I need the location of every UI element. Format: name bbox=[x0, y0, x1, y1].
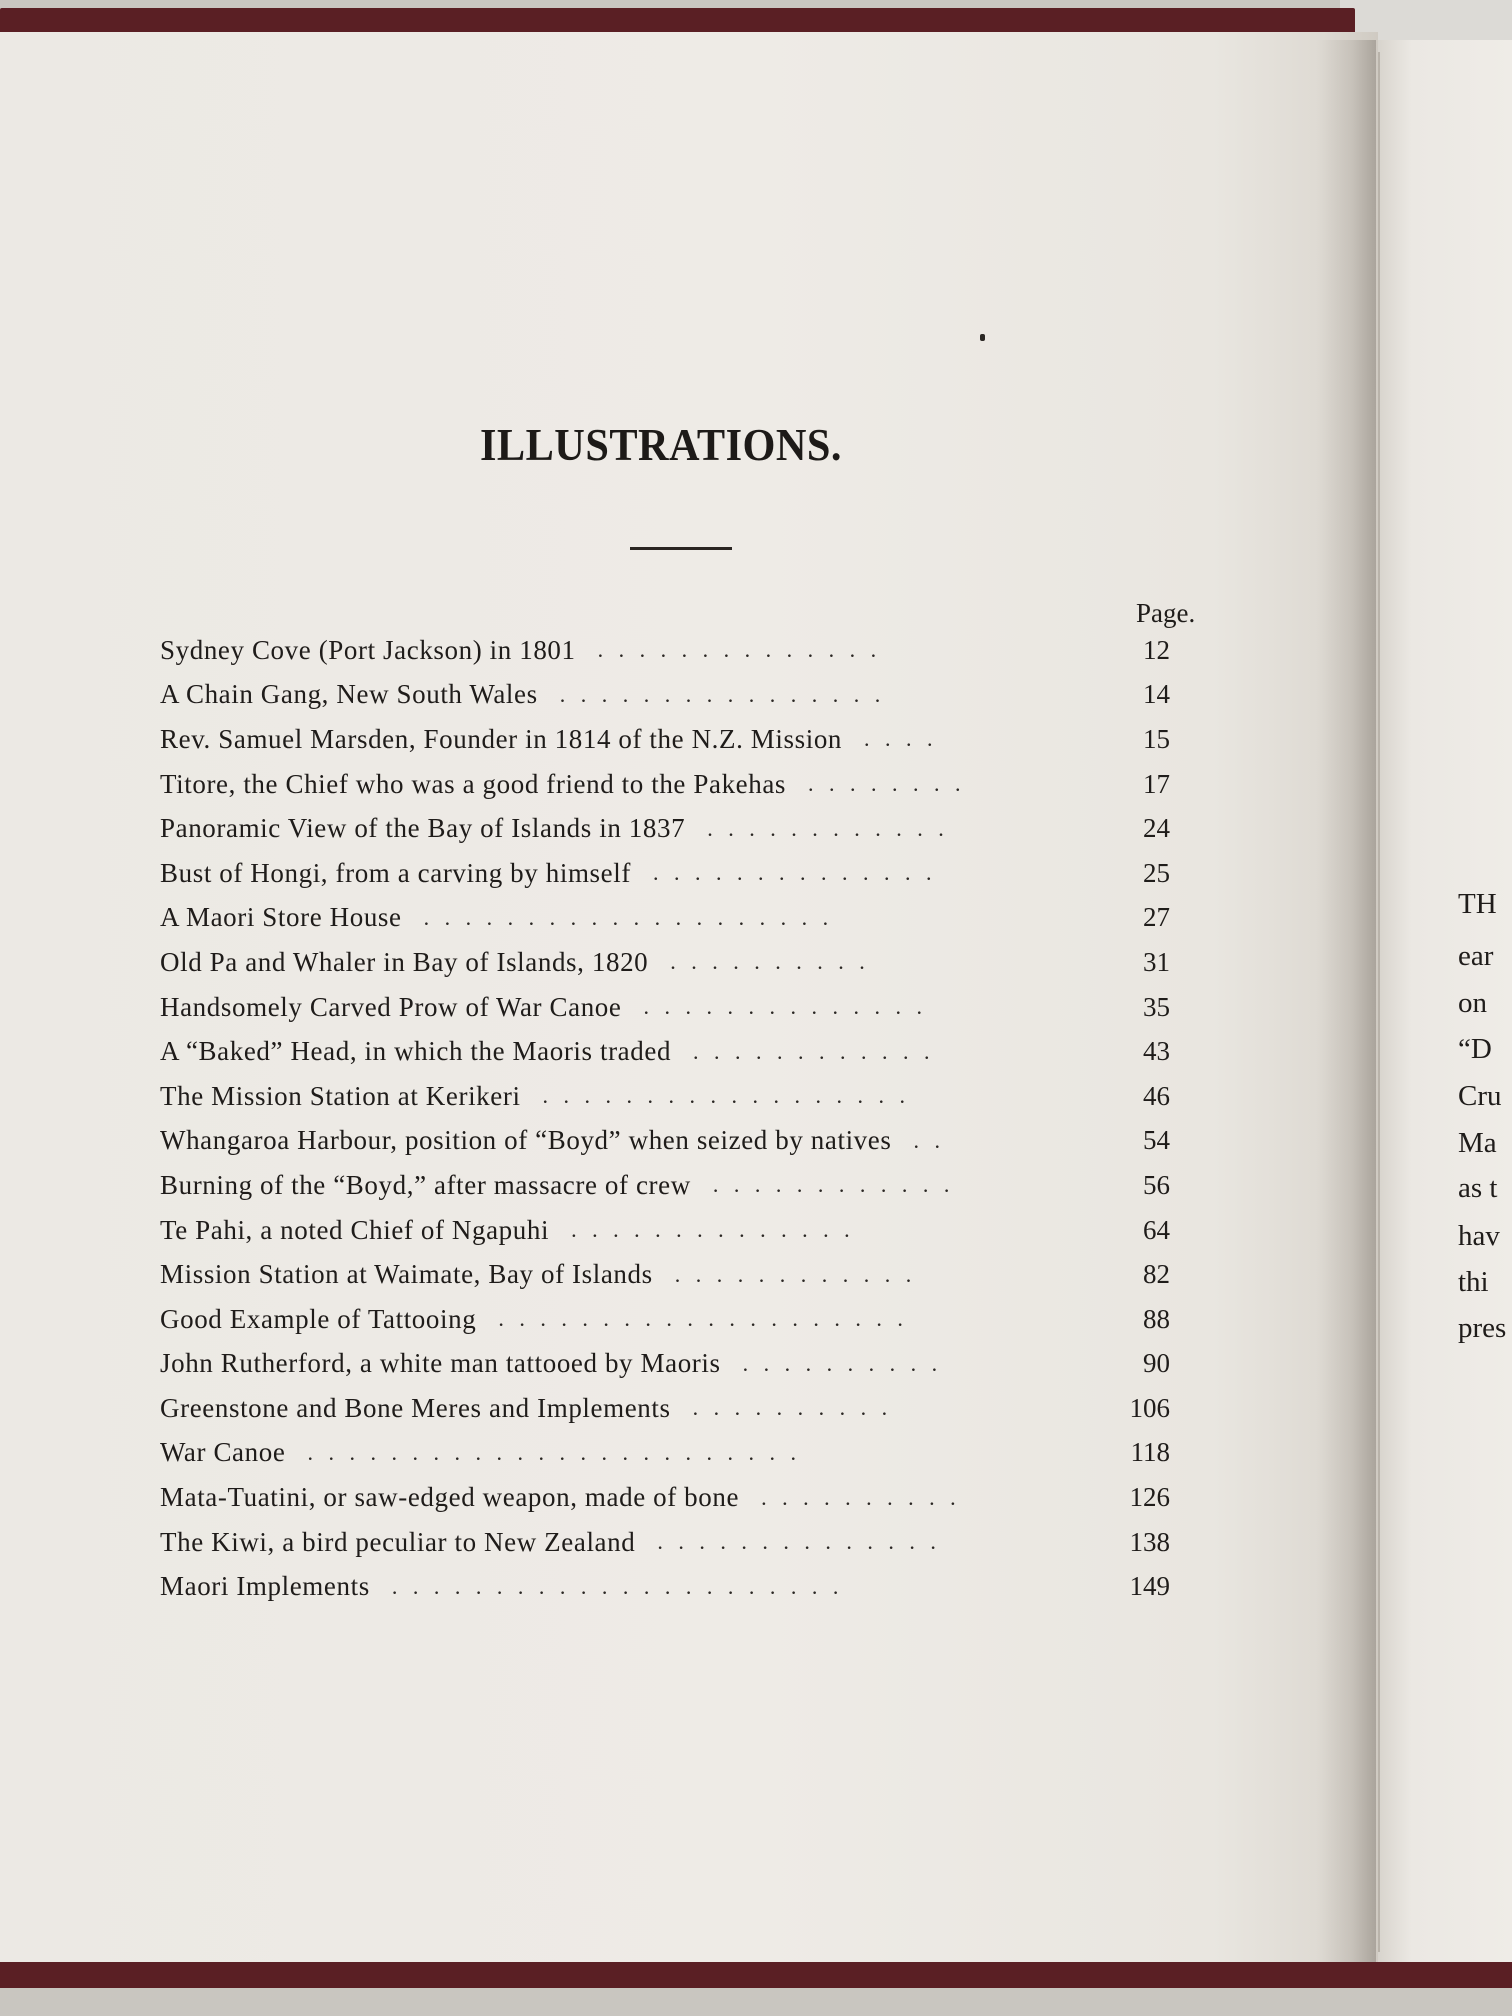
entry-title: Rev. Samuel Marsden, Founder in 1814 of the N.Z. Mission bbox=[160, 723, 843, 754]
entry-title: War Canoe bbox=[160, 1437, 286, 1468]
entry-page-number: 15 bbox=[1143, 723, 1170, 754]
leader-dots: . . . . bbox=[864, 726, 938, 752]
list-item bbox=[160, 717, 1170, 762]
title-divider bbox=[630, 547, 732, 550]
entry-page-number: 54 bbox=[1143, 1125, 1170, 1156]
list-item bbox=[160, 806, 1170, 851]
leader-dots: . . . . . . . . bbox=[808, 771, 966, 797]
leader-dots: . . . . . . . . . . . . . . bbox=[597, 637, 882, 663]
facing-page bbox=[1378, 40, 1512, 1975]
entry-page-number: 12 bbox=[1143, 634, 1170, 665]
entry-title: Titore, the Chief who was a good friend to the Pakehas bbox=[160, 768, 787, 799]
facing-page-text-fragment: on bbox=[1458, 987, 1487, 1019]
facing-page-text-fragment: hav bbox=[1458, 1220, 1500, 1252]
list-item bbox=[160, 1564, 1170, 1609]
facing-page-text-fragment: pres bbox=[1458, 1312, 1507, 1344]
entry-title: A Chain Gang, New South Wales bbox=[160, 679, 538, 710]
leader-dots: . . . . . . . . . . . . . . . . . . . . . . bbox=[391, 1573, 844, 1599]
leader-dots: . . . . . . . . . . . . . . . . . . . . bbox=[423, 904, 834, 930]
entry-title: Te Pahi, a noted Chief of Ngapuhi bbox=[160, 1214, 550, 1245]
list-item bbox=[160, 1119, 1170, 1164]
page-column-header: Page. bbox=[1136, 598, 1196, 628]
leader-dots: . . . . . . . . . . . . . . . . . . bbox=[542, 1083, 911, 1109]
facing-page-edge bbox=[1378, 52, 1380, 1952]
leader-dots: . . . . . . . . . . bbox=[692, 1395, 893, 1421]
entry-title: Sydney Cove (Port Jackson) in 1801 bbox=[160, 634, 576, 665]
entry-title: Bust of Hongi, from a carving by himself bbox=[160, 857, 631, 888]
list-item bbox=[160, 1252, 1170, 1297]
entry-title: Handsomely Carved Prow of War Canoe bbox=[160, 991, 622, 1022]
entry-page-number: 27 bbox=[1143, 902, 1170, 933]
list-item bbox=[160, 673, 1170, 718]
entry-title: Burning of the “Boyd,” after massacre of crew bbox=[160, 1169, 691, 1200]
list-item bbox=[160, 940, 1170, 985]
leader-dots: . . . . . . . . . . . . . . . . . . . . bbox=[498, 1306, 908, 1332]
leader-dots: . . . . . . . . . . bbox=[761, 1484, 961, 1510]
list-item bbox=[160, 762, 1170, 807]
entry-title: The Kiwi, a bird peculiar to New Zealand bbox=[160, 1526, 636, 1557]
entry-title: Good Example of Tattooing bbox=[160, 1303, 477, 1334]
entry-title: Mata-Tuatini, or saw-edged weapon, made of bone bbox=[160, 1482, 740, 1513]
entry-page-number: 138 bbox=[1129, 1526, 1170, 1557]
facing-page-text-fragment: “D bbox=[1458, 1033, 1492, 1065]
entry-title: John Rutherford, a white man tattooed by Maoris bbox=[160, 1348, 721, 1379]
facing-page-text-fragment: TH bbox=[1458, 888, 1497, 920]
leader-dots: . . . . . . . . . . . . bbox=[693, 1038, 935, 1064]
entry-title: Greenstone and Bone Meres and Implements bbox=[160, 1392, 671, 1423]
leader-dots: . . . . . . . . . . bbox=[742, 1350, 943, 1376]
leader-dots: . . . . . . . . . . . . . . bbox=[657, 1529, 941, 1555]
book-gutter-shadow bbox=[1316, 40, 1376, 1965]
leader-dots: . . . . . . . . . . . . . . . . . . . . . . . . bbox=[307, 1439, 801, 1465]
leader-dots: . . . . . . . . . . bbox=[670, 949, 870, 975]
entry-title: A “Baked” Head, in which the Maoris traded bbox=[160, 1036, 672, 1067]
entry-page-number: 24 bbox=[1143, 813, 1170, 844]
leader-dots: . . . . . . . . . . . . bbox=[712, 1172, 955, 1198]
entry-title: Old Pa and Whaler in Bay of Islands, 1820 bbox=[160, 946, 649, 977]
list-item bbox=[160, 1208, 1170, 1253]
list-item bbox=[160, 1029, 1170, 1074]
facing-page-text-fragment: Ma bbox=[1458, 1127, 1497, 1159]
leader-dots: . . . . . . . . . . . . bbox=[674, 1261, 917, 1287]
entry-title: Whangaroa Harbour, position of “Boyd” when seized by natives bbox=[160, 1125, 892, 1156]
page-title: ILLUSTRATIONS. bbox=[480, 419, 842, 470]
leader-dots: . . . . . . . . . . . . bbox=[707, 815, 949, 841]
entry-page-number: 46 bbox=[1143, 1080, 1170, 1111]
facing-page-text-fragment: Cru bbox=[1458, 1080, 1502, 1112]
entry-page-number: 126 bbox=[1129, 1482, 1170, 1513]
facing-page-text-fragment: thi bbox=[1458, 1266, 1489, 1298]
entry-title: A Maori Store House bbox=[160, 902, 402, 933]
ink-speck bbox=[980, 334, 985, 341]
entry-title: The Mission Station at Kerikeri bbox=[160, 1080, 521, 1111]
leader-dots: . . bbox=[913, 1127, 945, 1153]
leader-dots: . . . . . . . . . . . . . . bbox=[652, 860, 937, 886]
list-item bbox=[160, 1297, 1170, 1342]
book-cover-bottom-edge bbox=[0, 1962, 1512, 1988]
entry-page-number: 43 bbox=[1143, 1036, 1170, 1067]
entry-title: Panoramic View of the Bay of Islands in 1837 bbox=[160, 813, 686, 844]
list-item bbox=[160, 851, 1170, 896]
facing-page-text-fragment: ear bbox=[1458, 940, 1494, 972]
list-item bbox=[160, 1163, 1170, 1208]
entry-page-number: 56 bbox=[1143, 1169, 1170, 1200]
entry-title: Maori Implements bbox=[160, 1571, 370, 1602]
entry-page-number: 35 bbox=[1143, 991, 1170, 1022]
leader-dots: . . . . . . . . . . . . . . . . bbox=[559, 681, 886, 707]
entry-page-number: 31 bbox=[1143, 946, 1170, 977]
entry-page-number: 25 bbox=[1143, 857, 1170, 888]
illustrations-list bbox=[160, 628, 1170, 1609]
leader-dots: . . . . . . . . . . . . . . bbox=[643, 994, 927, 1020]
entry-title: Mission Station at Waimate, Bay of Islands bbox=[160, 1259, 653, 1290]
entry-page-number: 90 bbox=[1143, 1348, 1170, 1379]
entry-page-number: 106 bbox=[1129, 1392, 1170, 1423]
entry-page-number: 118 bbox=[1130, 1437, 1170, 1468]
list-item bbox=[160, 1520, 1170, 1565]
list-item bbox=[160, 896, 1170, 941]
list-item bbox=[160, 628, 1170, 673]
list-item bbox=[160, 1074, 1170, 1119]
entry-page-number: 17 bbox=[1143, 768, 1170, 799]
leader-dots: . . . . . . . . . . . . . . bbox=[571, 1217, 855, 1243]
list-item bbox=[160, 1475, 1170, 1520]
entry-page-number: 82 bbox=[1143, 1259, 1170, 1290]
list-item bbox=[160, 1342, 1170, 1387]
entry-page-number: 64 bbox=[1143, 1214, 1170, 1245]
entry-page-number: 88 bbox=[1143, 1303, 1170, 1334]
list-item bbox=[160, 985, 1170, 1030]
list-item bbox=[160, 1431, 1170, 1476]
facing-page-text-fragment: as t bbox=[1458, 1172, 1498, 1204]
list-item bbox=[160, 1386, 1170, 1431]
entry-page-number: 14 bbox=[1143, 679, 1170, 710]
entry-page-number: 149 bbox=[1129, 1571, 1170, 1602]
